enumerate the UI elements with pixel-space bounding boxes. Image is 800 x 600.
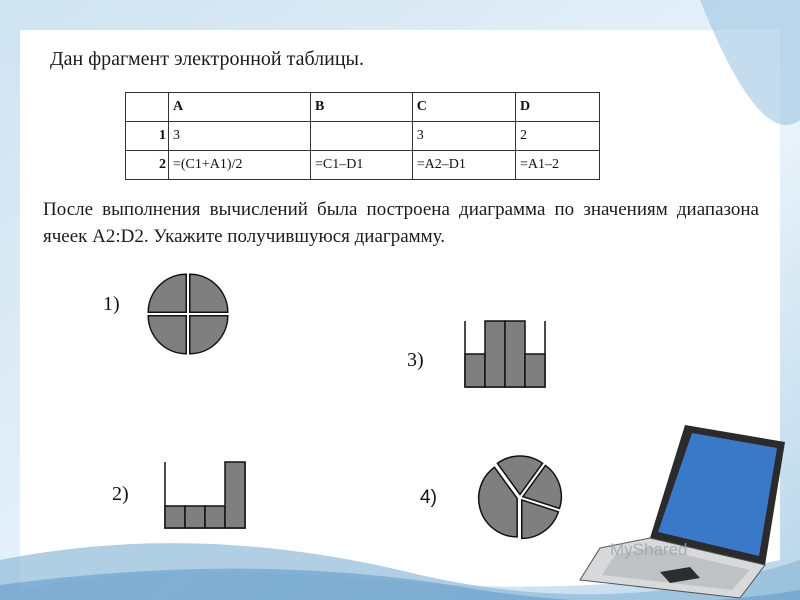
- pie-slice: [190, 274, 228, 312]
- bar: [205, 506, 225, 528]
- cell: [311, 122, 413, 151]
- bar: [165, 506, 185, 528]
- corner-cell: [126, 93, 169, 122]
- option-4-chart[interactable]: [470, 450, 570, 545]
- column-header: D: [516, 93, 600, 122]
- option-label-2: 2): [112, 483, 129, 505]
- bar-chart: [155, 448, 255, 538]
- table-row: [126, 151, 600, 180]
- column-header: B: [311, 93, 413, 122]
- bar-chart: [455, 307, 555, 397]
- option-label-3: 3): [407, 349, 424, 371]
- cell: =A1–2: [516, 151, 600, 180]
- cell: 2: [516, 122, 600, 151]
- option-label-1: 1): [103, 293, 120, 315]
- bar: [525, 354, 545, 387]
- question-text: После выполнения вычислений была построена диаграмма по значениям диапазона ячеек A2:D2. Укажите получившуюся диаграмму.: [43, 199, 759, 247]
- column-header: C: [412, 93, 515, 122]
- pie-slice: [148, 316, 186, 354]
- option-1-chart[interactable]: [134, 267, 242, 361]
- bar: [225, 462, 245, 528]
- pie-slice: [148, 274, 186, 312]
- spreadsheet-fragment: [125, 92, 600, 180]
- cell: 3: [169, 122, 311, 151]
- column-header: A: [169, 93, 311, 122]
- bar: [185, 506, 205, 528]
- bar: [505, 321, 525, 387]
- cell: =A2–D1: [412, 151, 515, 180]
- row-header: 1: [126, 122, 169, 151]
- column-header-row: [126, 93, 600, 122]
- pie-chart: [134, 267, 242, 361]
- page-title: Дан фрагмент электронной таблицы.: [50, 48, 364, 70]
- cell: =(C1+A1)/2: [169, 151, 311, 180]
- table-row: [126, 122, 600, 151]
- watermark-text: MyShared: [610, 540, 688, 559]
- bar: [485, 321, 505, 387]
- option-3-chart[interactable]: [455, 307, 555, 397]
- option-2-chart[interactable]: [155, 448, 255, 538]
- laptop-illustration: [560, 420, 800, 600]
- cell: 3: [412, 122, 515, 151]
- pie-slice: [190, 316, 228, 354]
- pie-chart: [470, 450, 570, 545]
- option-label-4: 4): [420, 487, 437, 508]
- bar: [465, 354, 485, 387]
- row-header: 2: [126, 151, 169, 180]
- cell: =C1–D1: [311, 151, 413, 180]
